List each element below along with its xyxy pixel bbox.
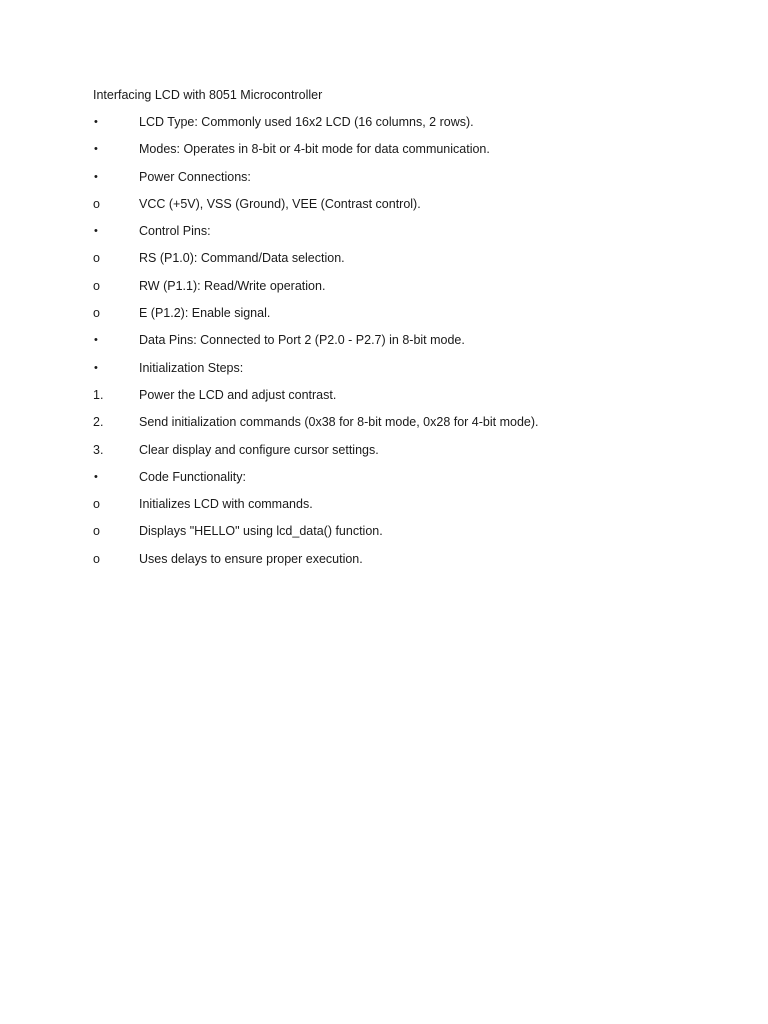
list-item: [93, 278, 713, 305]
list-item-text: Displays "HELLO" using lcd_data() function.: [139, 524, 383, 539]
list-item-text: RW (P1.1): Read/Write operation.: [139, 278, 326, 293]
list-marker: o: [93, 278, 100, 293]
list-item: [93, 250, 713, 277]
list-item: [93, 223, 713, 250]
list-item-text: Modes: Operates in 8-bit or 4-bit mode for data communication.: [139, 142, 490, 157]
list-item-text: Control Pins:: [139, 224, 211, 239]
list-marker: •: [94, 143, 98, 156]
list-marker: •: [94, 334, 98, 347]
list-item-text: Data Pins: Connected to Port 2 (P2.0 - P2.7) in 8-bit mode.: [139, 333, 465, 348]
list-item: [93, 332, 713, 359]
list-item: [93, 305, 713, 332]
list-item-text: Power Connections:: [139, 169, 251, 184]
list-marker: •: [94, 225, 98, 238]
list-item-text: LCD Type: Commonly used 16x2 LCD (16 columns, 2 rows).: [139, 115, 474, 129]
list-item: [93, 414, 713, 441]
document-list: [93, 114, 713, 578]
list-item-text: Uses delays to ensure proper execution.: [139, 551, 363, 566]
list-item: [93, 496, 713, 523]
list-marker: o: [93, 497, 100, 512]
list-item: [93, 114, 713, 141]
list-item: [93, 469, 713, 496]
list-item: [93, 387, 713, 414]
document-title: Interfacing LCD with 8051 Microcontroller: [93, 88, 323, 102]
list-item-text: Power the LCD and adjust contrast.: [139, 387, 337, 402]
list-item-text: Code Functionality:: [139, 469, 247, 484]
list-item: [93, 551, 713, 578]
list-item: [93, 196, 713, 223]
list-item-text: VCC (+5V), VSS (Ground), VEE (Contrast control).: [139, 196, 421, 211]
list-marker: •: [94, 470, 98, 483]
list-item-text: Initializes LCD with commands.: [139, 497, 313, 512]
list-marker: o: [93, 551, 100, 566]
list-item: [93, 523, 713, 550]
list-item-text: Send initialization commands (0x38 for 8-bit mode, 0x28 for 4-bit mode).: [139, 415, 539, 430]
list-marker: o: [93, 524, 100, 539]
list-marker: •: [94, 361, 98, 374]
list-marker: 1.: [93, 387, 104, 402]
list-marker: •: [94, 170, 98, 183]
list-marker: o: [93, 251, 100, 266]
list-marker: 3.: [93, 442, 104, 457]
list-item: [93, 169, 713, 196]
list-marker: •: [94, 116, 98, 128]
list-item: [93, 360, 713, 387]
list-marker: o: [93, 196, 100, 211]
list-item: [93, 442, 713, 469]
list-marker: o: [93, 306, 100, 321]
list-item-text: E (P1.2): Enable signal.: [139, 306, 271, 321]
list-item: [93, 141, 713, 168]
list-marker: 2.: [93, 415, 104, 430]
list-item-text: Clear display and configure cursor settings.: [139, 442, 379, 457]
list-item-text: Initialization Steps:: [139, 360, 244, 375]
list-item-text: RS (P1.0): Command/Data selection.: [139, 251, 345, 266]
